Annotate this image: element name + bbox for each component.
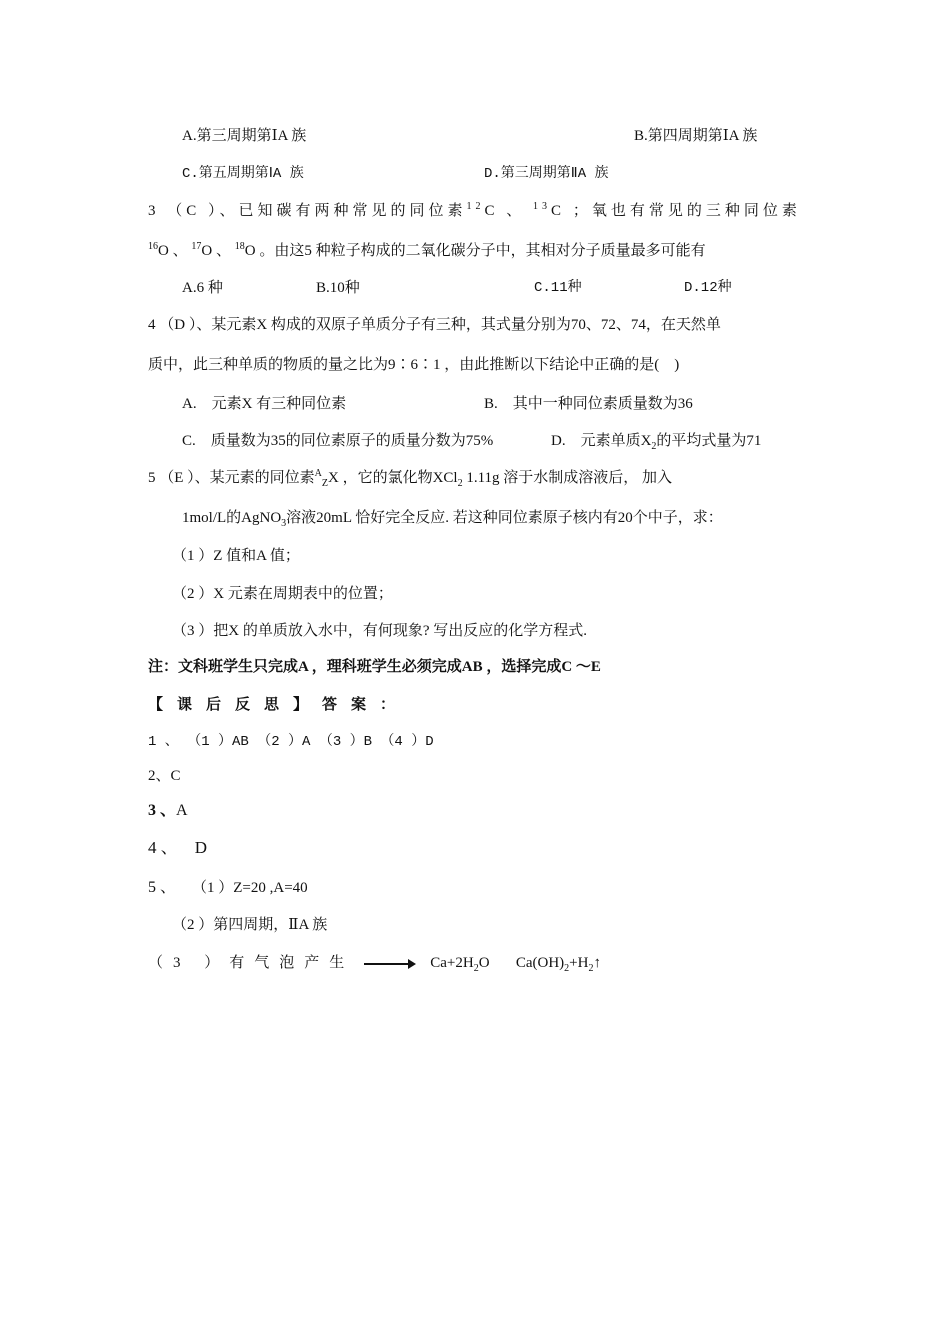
q3-option-d: D.12种 xyxy=(684,280,732,296)
c12-mass: 12 xyxy=(466,201,485,212)
answer-5-value: （1 ）Z=20 ,A=40 xyxy=(192,880,308,896)
answer-1: 1 、 （1 ）AB （2 ）A （3 ）B （4 ）D xyxy=(148,734,434,750)
o17-symbol: O xyxy=(201,243,213,259)
q5-line-2 xyxy=(182,508,723,528)
o17-mass: 17 xyxy=(191,241,202,252)
q3-prefix: 3 （C ）、已知碳有两种常见的同位素 xyxy=(148,203,467,219)
q3-separator: 、 xyxy=(498,203,526,219)
q3-line-2 xyxy=(148,241,706,261)
q2-option-d: D.第三周期第ⅡA 族 xyxy=(484,166,609,182)
q3-suffix: ；氧也有常见的三种同位素 xyxy=(565,203,801,219)
q5-sub-2: （2 ）X 元素在周期表中的位置； xyxy=(172,586,393,602)
isotope-symbol: X ，它的氯化物XCl xyxy=(328,470,458,486)
q2-option-c: C.第五周期第ⅠA 族 xyxy=(182,166,304,182)
answers-header: 【课后反思】答案： xyxy=(148,697,410,713)
o18-symbol: O xyxy=(244,243,256,259)
eq-left-subscript: 2 xyxy=(473,963,479,974)
equation-left xyxy=(430,955,490,974)
q5-line-1 xyxy=(148,468,672,488)
c12-symbol: C xyxy=(484,203,499,219)
answer-5-line-3 xyxy=(148,953,601,973)
q2-option-a: A.第三周期第ⅠA 族 xyxy=(182,128,307,144)
q3-separator-3: 、 xyxy=(212,243,231,259)
note: 注：文科班学生只完成A ，理科班学生必须完成AB ，选择完成C ～E xyxy=(148,659,601,675)
q5-line2-suffix: 溶液20mL 恰好完全反应. 若这种同位素原子核内有20个中子，求： xyxy=(286,510,723,526)
q3-line2-suffix: 。由这5 种粒子构成的二氧化碳分子中，其相对分子质量最多可能有 xyxy=(255,243,706,259)
q4-option-a: A. 元素X 有三种同位素 xyxy=(182,396,347,412)
q4-option-b: B. 其中一种同位素质量数为36 xyxy=(484,396,693,412)
q4-option-c: C. 质量数为35的同位素原子的质量分数为75% xyxy=(182,433,494,449)
q3-option-a: A.6 种 xyxy=(182,280,223,296)
reaction-arrow-icon xyxy=(364,959,416,969)
answer-5-observation: （3 ）有气泡产生 xyxy=(148,955,355,971)
c13-mass: 13 xyxy=(533,201,552,212)
q4-line-1: 4 （D ）、某元素X 构成的双原子单质分子有三种，其式量分别为70、72、74，在天然单 xyxy=(148,317,721,333)
o16-symbol: O xyxy=(158,243,169,259)
eq-right-subscript: 2 xyxy=(564,963,570,974)
answer-5-line-2: （2 ）第四周期，ⅡA 族 xyxy=(172,917,328,933)
answer-4-number: 4 、 xyxy=(148,838,178,857)
answer-4 xyxy=(148,838,207,858)
isotope-atomic-number: Z xyxy=(321,478,329,489)
answer-5-number: 5 、 xyxy=(148,879,177,896)
c13-symbol: C xyxy=(551,203,566,219)
o16-mass: 16 xyxy=(148,241,158,252)
eq-right-prefix: Ca(OH) xyxy=(515,955,565,971)
gas-arrow-icon: ↑ xyxy=(593,955,601,971)
q4-d-prefix: D. 元素单质X xyxy=(551,433,652,449)
q4-option-d xyxy=(551,431,761,451)
q3-separator-2: 、 xyxy=(168,243,188,259)
answer-3-value: A xyxy=(176,802,188,819)
o18-mass: 18 xyxy=(234,241,245,252)
isotope-mass-number: A xyxy=(314,468,322,479)
q2-option-b: B.第四周期第ⅠA 族 xyxy=(634,128,758,144)
q5-suffix: 1.11g 溶于水制成溶液后， 加入 xyxy=(462,470,673,486)
answer-3-number: 3 、 xyxy=(148,802,177,819)
eq-right-subscript-2: 2 xyxy=(588,963,594,974)
nitrate-subscript: 3 xyxy=(281,518,287,529)
equation-right xyxy=(515,955,601,974)
q4-line-2: 质中，此三种单质的物质的量之比为9∶6∶1 ，由此推断以下结论中正确的是( ) xyxy=(148,357,680,373)
answer-4-value: D xyxy=(194,838,208,857)
q5-sub-3: （3 ）把X 的单质放入水中，有何现象? 写出反应的化学方程式. xyxy=(172,623,587,639)
eq-right-mid: +H xyxy=(569,955,589,971)
q3-line-1 xyxy=(148,201,801,221)
q3-option-c: C.11种 xyxy=(534,280,582,296)
q4-d-suffix: 的平均式量为71 xyxy=(656,433,762,449)
eq-left-suffix: O xyxy=(478,955,490,971)
answer-5-line-1 xyxy=(148,878,308,898)
q5-line2-prefix: 1mol/L的AgNO xyxy=(182,510,282,526)
q5-sub-1: （1 ）Z 值和A 值； xyxy=(172,548,300,564)
q4-d-subscript: 2 xyxy=(651,441,657,452)
answer-3 xyxy=(148,801,188,821)
q3-option-b: B.10种 xyxy=(316,280,360,296)
chloride-subscript: 2 xyxy=(457,478,463,489)
eq-left-prefix: Ca+2H xyxy=(430,955,474,971)
q5-prefix: 5 （E ）、某元素的同位素 xyxy=(148,470,315,486)
answer-2: 2、C xyxy=(148,768,181,784)
